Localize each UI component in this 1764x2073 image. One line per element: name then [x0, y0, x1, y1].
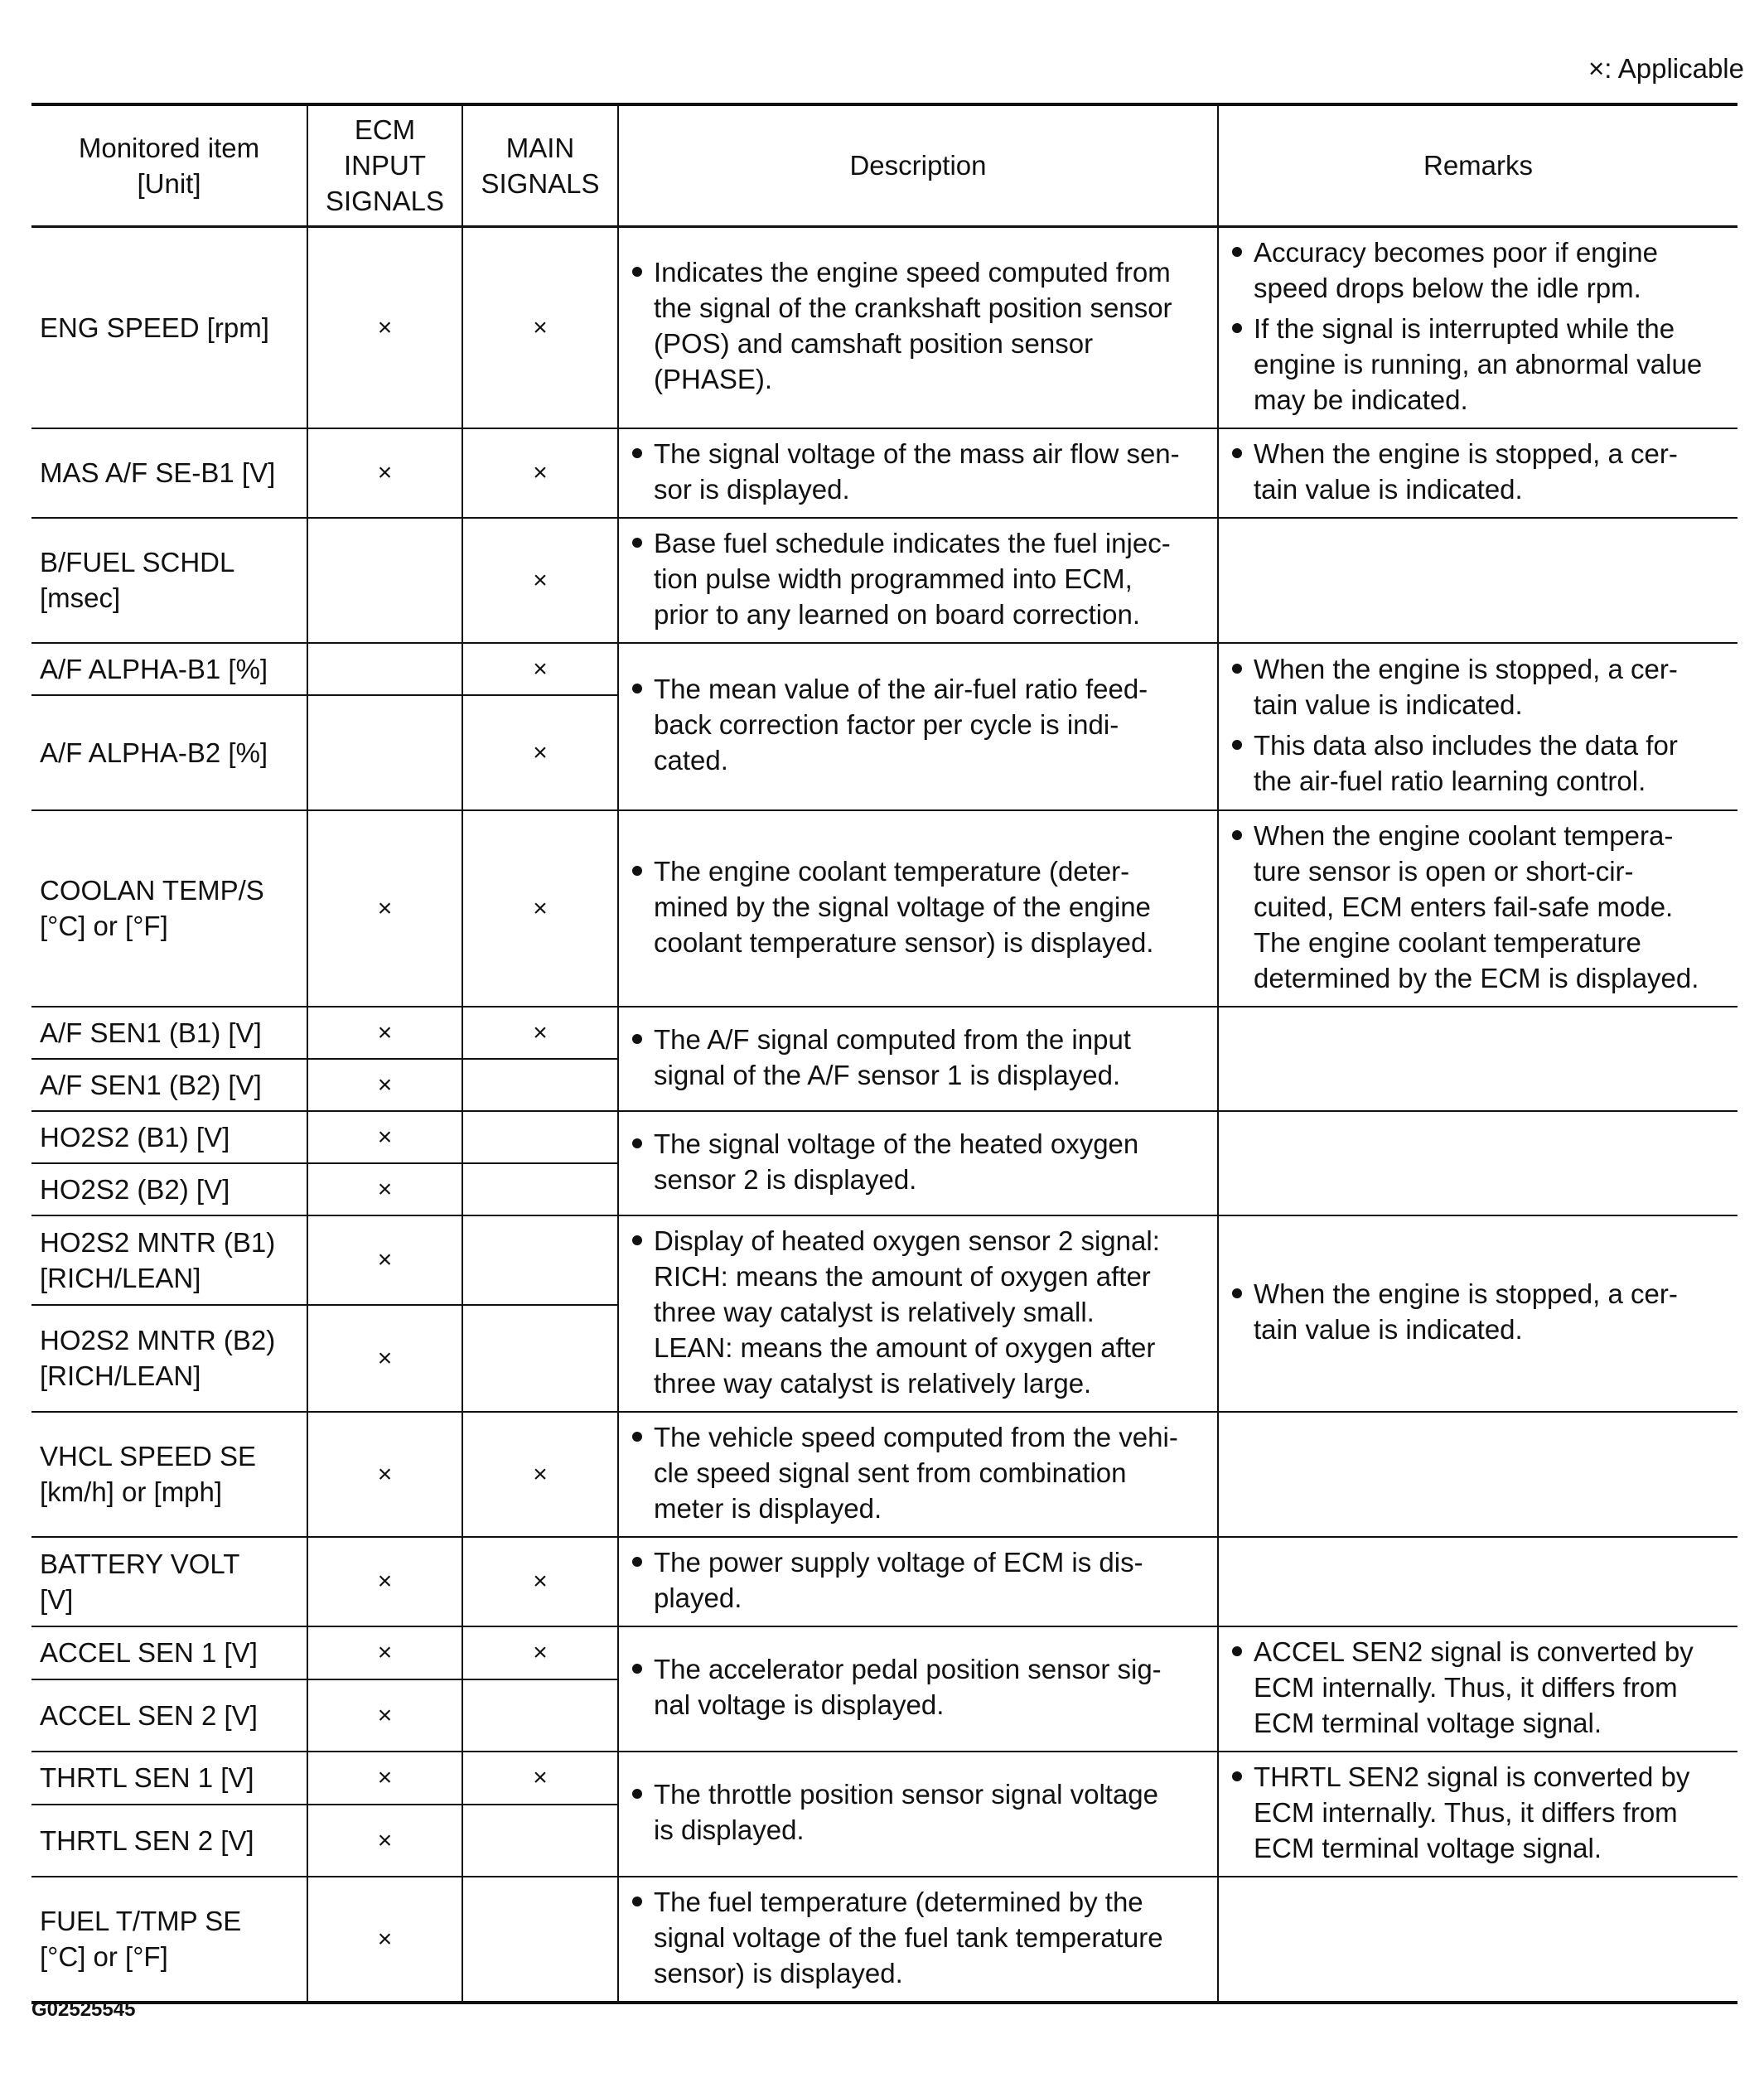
- main-mark: [462, 1305, 618, 1412]
- description-cell: [618, 1752, 1218, 1877]
- description-cell: [618, 1412, 1218, 1537]
- remarks-cell: [1218, 226, 1737, 428]
- description-cell: [618, 1537, 1218, 1626]
- remarks-cell: [1218, 1111, 1737, 1215]
- bullet-icon: [1232, 247, 1242, 257]
- item-cell: VHCL SPEED SE [km/h] or [mph]: [31, 1412, 307, 1537]
- main-mark: ×: [462, 1007, 618, 1059]
- bullet-icon: [632, 1034, 642, 1044]
- ecm-mark: ×: [307, 1163, 462, 1215]
- ecm-mark: ×: [307, 1805, 462, 1876]
- ecm-mark: ×: [307, 1215, 462, 1305]
- item-cell: A/F ALPHA-B1 [%]: [31, 643, 307, 695]
- item-cell: ACCEL SEN 2 [V]: [31, 1679, 307, 1751]
- table-row: [31, 1877, 1737, 2003]
- main-mark: [462, 1877, 618, 2003]
- bullet-icon: [632, 1557, 642, 1567]
- description-cell: [618, 810, 1218, 1007]
- header-remarks: Remarks: [1218, 104, 1737, 226]
- description-cell: [618, 1007, 1218, 1111]
- main-mark: ×: [462, 428, 618, 518]
- item-cell: HO2S2 MNTR (B1) [RICH/LEAN]: [31, 1215, 307, 1305]
- bullet-icon: [1232, 740, 1242, 750]
- bullet-item: The fuel temperature (determined by the signal voltage of the fuel tank temperature sensor) is displayed.: [627, 1884, 1209, 1991]
- remarks-cell: [1218, 1215, 1737, 1412]
- main-mark: [462, 1163, 618, 1215]
- remarks-cell: [1218, 1412, 1737, 1537]
- remarks-cell: [1218, 1626, 1737, 1752]
- table-row: [31, 1626, 1737, 1680]
- table-row: [31, 810, 1737, 1007]
- main-mark: [462, 1111, 618, 1163]
- description-cell: [618, 518, 1218, 643]
- item-cell: MAS A/F SE-B1 [V]: [31, 428, 307, 518]
- bullet-icon: [1232, 448, 1242, 458]
- item-cell: THRTL SEN 1 [V]: [31, 1752, 307, 1805]
- table-row: [31, 1215, 1737, 1305]
- table-row: [31, 1007, 1737, 1059]
- main-mark: [462, 1059, 618, 1111]
- main-mark: ×: [462, 226, 618, 428]
- main-mark: [462, 1679, 618, 1751]
- bullet-icon: [632, 1432, 642, 1442]
- main-mark: ×: [462, 1752, 618, 1805]
- table-row: [31, 1537, 1737, 1626]
- bullet-item: The engine coolant temperature (deter- mined by the signal voltage of the engine coolant temperature sensor) is displayed.: [627, 853, 1209, 960]
- figure-code: G02525545: [31, 1998, 136, 2021]
- bullet-icon: [632, 1235, 642, 1245]
- bullet-icon: [1232, 323, 1242, 333]
- main-mark: ×: [462, 643, 618, 695]
- bullet-item: This data also includes the data for the air-fuel ratio learning control.: [1227, 727, 1729, 799]
- table-row: [31, 428, 1737, 518]
- bullet-item: When the engine is stopped, a cer- tain value is indicated.: [1227, 651, 1729, 722]
- legend-applicable: ×: Applicable: [1588, 53, 1744, 84]
- bullet-icon: [632, 866, 642, 876]
- bullet-item: The signal voltage of the heated oxygen sensor 2 is displayed.: [627, 1126, 1209, 1197]
- header-monitored-item: Monitored item [Unit]: [31, 104, 307, 226]
- main-mark: ×: [462, 695, 618, 810]
- bullet-item: When the engine is stopped, a cer- tain value is indicated.: [1227, 436, 1729, 507]
- item-cell: A/F SEN1 (B1) [V]: [31, 1007, 307, 1059]
- monitored-items-table: [31, 103, 1737, 2004]
- bullet-item: Indicates the engine speed computed from the signal of the crankshaft position sensor (POS) and camshaft position sensor (PHASE).: [627, 254, 1209, 397]
- ecm-mark: ×: [307, 1679, 462, 1751]
- bullet-item: The signal voltage of the mass air flow sen- sor is displayed.: [627, 436, 1209, 507]
- table-row: [31, 518, 1737, 643]
- remarks-cell: [1218, 1877, 1737, 2003]
- main-mark: ×: [462, 518, 618, 643]
- ecm-mark: ×: [307, 226, 462, 428]
- main-mark: [462, 1805, 618, 1876]
- remarks-cell: [1218, 518, 1737, 643]
- description-cell: [618, 1877, 1218, 2003]
- bullet-item: The throttle position sensor signal voltage is displayed.: [627, 1776, 1209, 1848]
- item-cell: COOLAN TEMP/S [°C] or [°F]: [31, 810, 307, 1007]
- remarks-cell: [1218, 1007, 1737, 1111]
- bullet-item: Accuracy becomes poor if engine speed drops below the idle rpm.: [1227, 234, 1729, 306]
- bullet-icon: [632, 448, 642, 458]
- ecm-mark: [307, 643, 462, 695]
- item-cell: ACCEL SEN 1 [V]: [31, 1626, 307, 1680]
- ecm-mark: ×: [307, 1111, 462, 1163]
- item-cell: A/F SEN1 (B2) [V]: [31, 1059, 307, 1111]
- bullet-item: If the signal is interrupted while the engine is running, an abnormal value may be indicated.: [1227, 311, 1729, 418]
- remarks-cell: [1218, 643, 1737, 810]
- ecm-mark: [307, 518, 462, 643]
- bullet-item: ACCEL SEN2 signal is converted by ECM internally. Thus, it differs from ECM terminal voltage signal.: [1227, 1634, 1729, 1741]
- bullet-item: Display of heated oxygen sensor 2 signal: RICH: means the amount of oxygen after three way catalyst is relatively small. LEAN: means the amount of oxygen after three way catalyst is relatively large.: [627, 1223, 1209, 1401]
- main-mark: ×: [462, 1626, 618, 1680]
- bullet-item: The accelerator pedal position sensor sig- nal voltage is displayed.: [627, 1651, 1209, 1723]
- remarks-cell: [1218, 1537, 1737, 1626]
- bullet-item: The A/F signal computed from the input signal of the A/F sensor 1 is displayed.: [627, 1022, 1209, 1093]
- table-row: [31, 1412, 1737, 1537]
- bullet-icon: [632, 1138, 642, 1148]
- bullet-icon: [632, 684, 642, 693]
- item-cell: HO2S2 (B2) [V]: [31, 1163, 307, 1215]
- remarks-cell: [1218, 810, 1737, 1007]
- description-cell: [618, 1215, 1218, 1412]
- main-mark: ×: [462, 1537, 618, 1626]
- bullet-item: The power supply voltage of ECM is dis- played.: [627, 1544, 1209, 1616]
- ecm-mark: ×: [307, 1007, 462, 1059]
- table-row: [31, 1111, 1737, 1163]
- bullet-icon: [632, 1664, 642, 1674]
- bullet-item: Base fuel schedule indicates the fuel injec- tion pulse width programmed into ECM, prior to any learned on board correction.: [627, 525, 1209, 632]
- header-description: Description: [618, 104, 1218, 226]
- description-cell: [618, 1626, 1218, 1752]
- header-ecm-input-signals: ECM INPUT SIGNALS: [307, 104, 462, 226]
- ecm-mark: ×: [307, 1412, 462, 1537]
- bullet-item: The vehicle speed computed from the vehi- cle speed signal sent from combination meter is displayed.: [627, 1419, 1209, 1526]
- main-mark: ×: [462, 810, 618, 1007]
- item-cell: A/F ALPHA-B2 [%]: [31, 695, 307, 810]
- description-cell: [618, 1111, 1218, 1215]
- item-cell: HO2S2 MNTR (B2) [RICH/LEAN]: [31, 1305, 307, 1412]
- bullet-icon: [632, 1789, 642, 1799]
- description-cell: [618, 226, 1218, 428]
- main-mark: ×: [462, 1412, 618, 1537]
- item-cell: HO2S2 (B1) [V]: [31, 1111, 307, 1163]
- bullet-icon: [632, 538, 642, 548]
- ecm-mark: ×: [307, 1059, 462, 1111]
- item-cell: BATTERY VOLT [V]: [31, 1537, 307, 1626]
- table-row: [31, 1752, 1737, 1805]
- bullet-item: When the engine is stopped, a cer- tain value is indicated.: [1227, 1276, 1729, 1347]
- remarks-cell: [1218, 428, 1737, 518]
- bullet-icon: [1232, 1288, 1242, 1298]
- bullet-icon: [1232, 830, 1242, 840]
- bullet-item: THRTL SEN2 signal is converted by ECM internally. Thus, it differs from ECM terminal voltage signal.: [1227, 1759, 1729, 1866]
- ecm-mark: ×: [307, 1752, 462, 1805]
- ecm-mark: ×: [307, 1626, 462, 1680]
- bullet-icon: [1232, 664, 1242, 674]
- bullet-icon: [632, 1897, 642, 1906]
- item-cell: THRTL SEN 2 [V]: [31, 1805, 307, 1876]
- table-row: [31, 643, 1737, 695]
- ecm-mark: ×: [307, 1537, 462, 1626]
- bullet-item: The mean value of the air-fuel ratio feed- back correction factor per cycle is indi- cated.: [627, 671, 1209, 778]
- item-cell: FUEL T/TMP SE [°C] or [°F]: [31, 1877, 307, 2003]
- header-main-signals: MAIN SIGNALS: [462, 104, 618, 226]
- main-mark: [462, 1215, 618, 1305]
- bullet-icon: [1232, 1771, 1242, 1781]
- ecm-mark: ×: [307, 1877, 462, 2003]
- remarks-cell: [1218, 1752, 1737, 1877]
- item-cell: B/FUEL SCHDL [msec]: [31, 518, 307, 643]
- ecm-mark: ×: [307, 428, 462, 518]
- ecm-mark: ×: [307, 810, 462, 1007]
- ecm-mark: ×: [307, 1305, 462, 1412]
- bullet-icon: [1232, 1646, 1242, 1656]
- header-row: [31, 104, 1737, 226]
- item-cell: ENG SPEED [rpm]: [31, 226, 307, 428]
- bullet-icon: [632, 267, 642, 277]
- description-cell: [618, 643, 1218, 810]
- ecm-mark: [307, 695, 462, 810]
- table-row: [31, 226, 1737, 428]
- description-cell: [618, 428, 1218, 518]
- bullet-item: When the engine coolant tempera- ture sensor is open or short-cir- cuited, ECM enters fail-safe mode. The engine coolant temperature determined by the ECM is displayed.: [1227, 818, 1729, 996]
